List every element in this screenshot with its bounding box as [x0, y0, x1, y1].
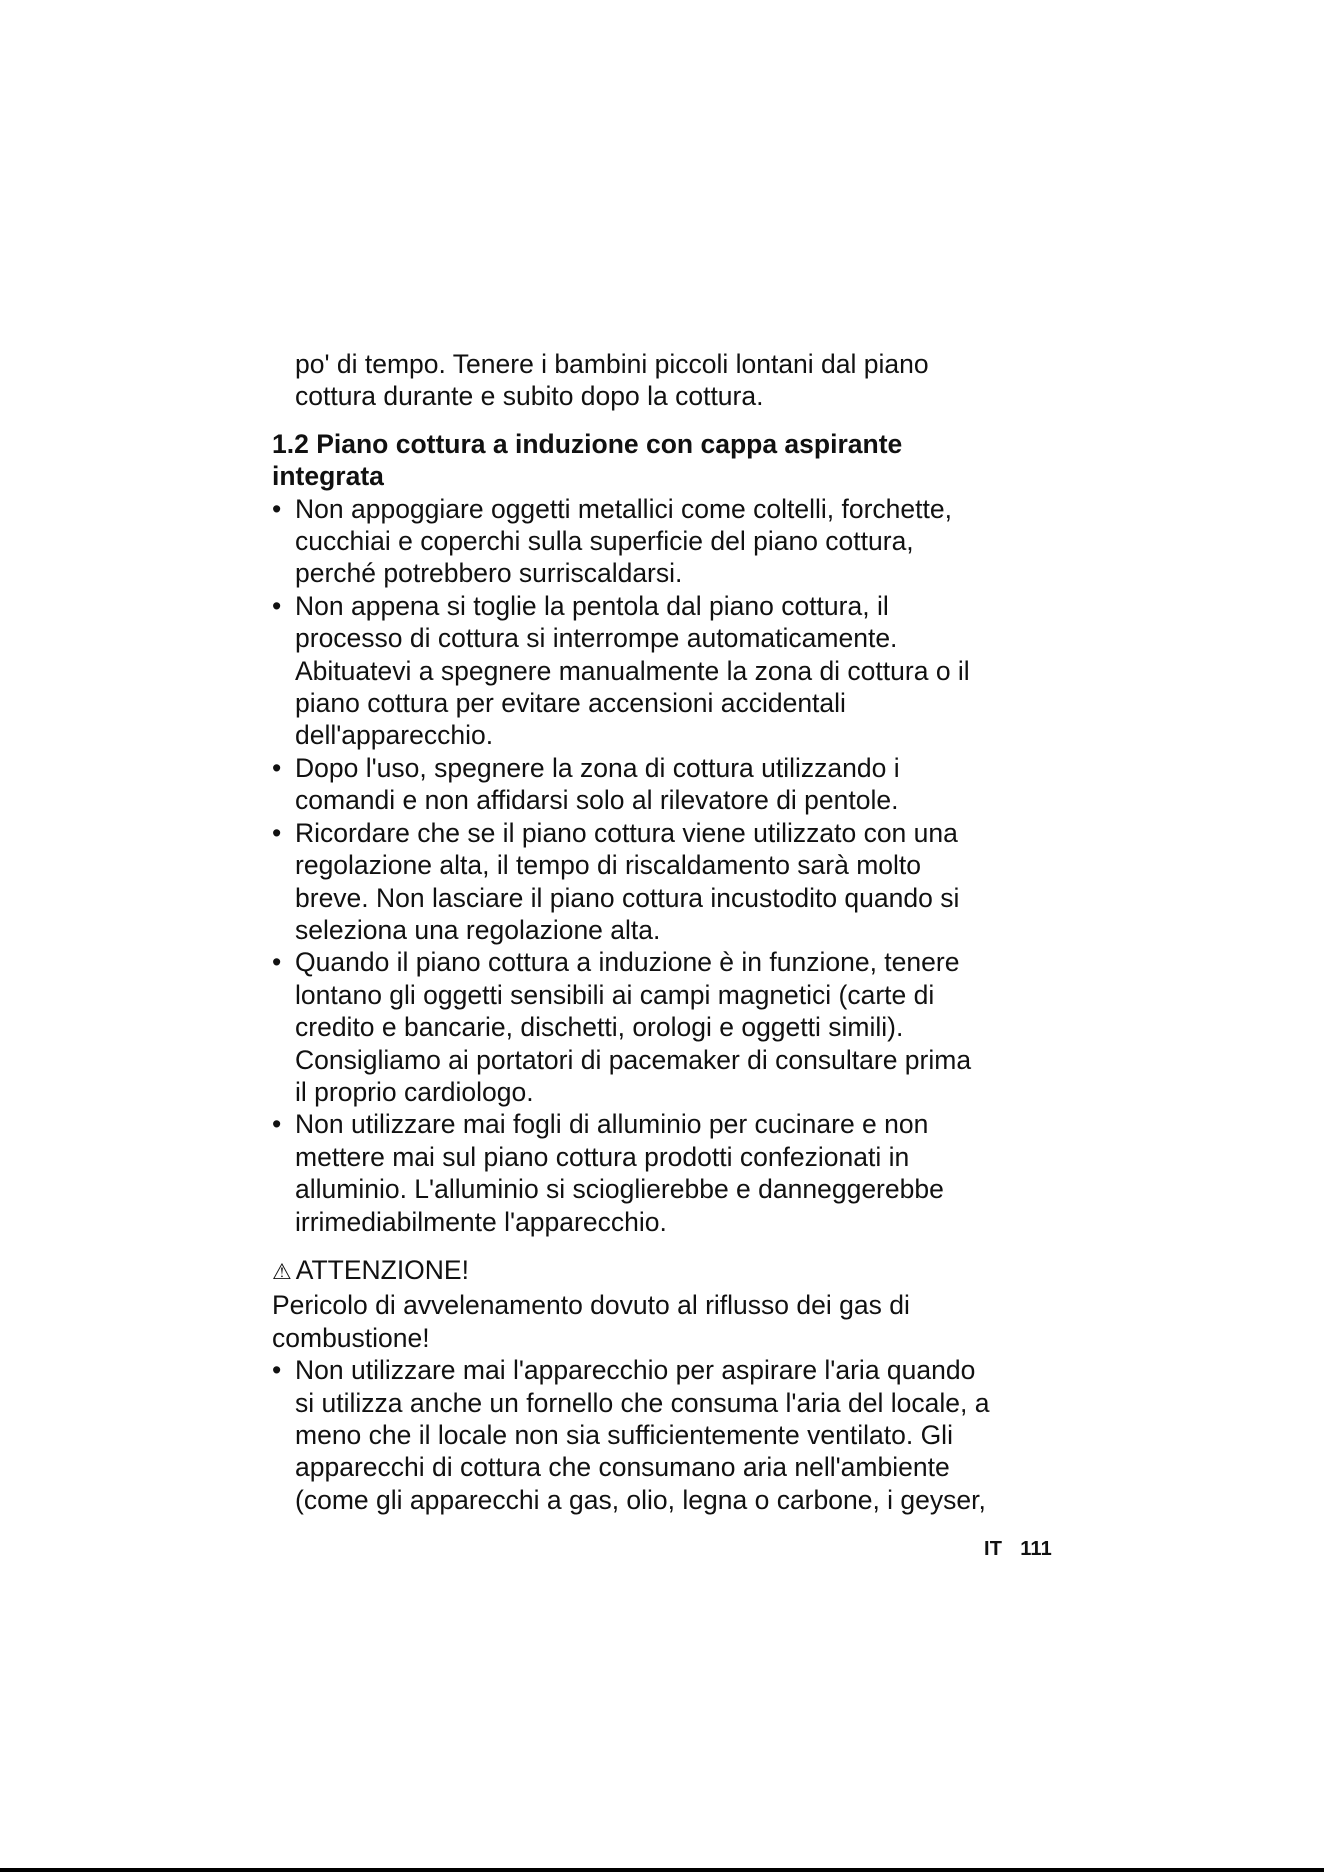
warning-block: [272, 1254, 1062, 1516]
warning-title-text: ATTENZIONE!: [295, 1254, 469, 1285]
text-line: irrimediabilmente l'apparecchio.: [295, 1206, 667, 1237]
list-item: [272, 1108, 1062, 1238]
text-line: credito e bancarie, dischetti, orologi e oggetti simili).: [295, 1012, 904, 1043]
text-line: cucchiai e coperchi sulla superficie del piano cottura,: [295, 526, 914, 557]
text-line: Non appena si toglie la pentola dal piano cottura, il: [295, 590, 889, 621]
list-item: [272, 946, 1062, 1108]
text-line: il proprio cardiologo.: [295, 1076, 534, 1107]
text-line: Non appoggiare oggetti metallici come coltelli, forchette,: [295, 493, 952, 524]
warning-text: [272, 1289, 1062, 1354]
safety-bullet-list: [272, 493, 1062, 1238]
text-line: processo di cottura si interrompe automaticamente.: [295, 623, 898, 654]
bullet-icon: •: [272, 752, 282, 783]
text-line: Dopo l'uso, spegnere la zona di cottura utilizzando i: [295, 752, 900, 783]
text-line: seleziona una regolazione alta.: [295, 914, 661, 945]
list-item: [272, 752, 1062, 817]
bullet-icon: •: [272, 493, 282, 524]
text-line: meno che il locale non sia sufficientemente ventilato. Gli: [295, 1420, 953, 1450]
text-line: Quando il piano cottura a induzione è in funzione, tenere: [295, 947, 960, 978]
list-item: [272, 1354, 1062, 1516]
bullet-icon: •: [272, 1355, 282, 1386]
heading-line: 1.2 Piano cottura a induzione con cappa aspirante: [272, 428, 903, 459]
text-line: Abituatevi a spegnere manualmente la zona di cottura o il: [295, 655, 970, 686]
text-line: breve. Non lasciare il piano cottura incustodito quando si: [295, 882, 960, 913]
text-line: (come gli apparecchi a gas, olio, legna o carbone, i geyser,: [295, 1484, 986, 1515]
text-line: regolazione alta, il tempo di riscaldamento sarà molto: [295, 850, 922, 881]
bullet-icon: •: [272, 590, 282, 621]
bottom-edge-rule: [0, 1868, 1324, 1872]
text-line: apparecchi di cottura che consumano aria nell'ambiente: [295, 1452, 950, 1483]
bullet-icon: •: [272, 817, 282, 848]
text-line: alluminio. L'alluminio si scioglierebbe e danneggerebbe: [295, 1174, 944, 1205]
list-item: [272, 493, 1062, 590]
bullet-icon: •: [272, 947, 282, 978]
document-page: [272, 348, 1062, 1516]
heading-line: integrata: [272, 461, 384, 492]
intro-paragraph: [272, 348, 1062, 413]
text-line: dell'apparecchio.: [295, 720, 494, 751]
text-line: po' di tempo. Tenere i bambini piccoli lontani dal piano: [295, 349, 929, 379]
text-line: cottura durante e subito dopo la cottura.: [295, 381, 764, 412]
text-line: Non utilizzare mai l'apparecchio per aspirare l'aria quando: [295, 1355, 976, 1386]
text-line: combustione!: [272, 1322, 430, 1353]
text-line: piano cottura per evitare accensioni accidentali: [295, 688, 846, 719]
text-line: comandi e non affidarsi solo al rilevatore di pentole.: [295, 785, 899, 816]
section-heading: [272, 428, 1062, 493]
page-footer: [984, 1538, 1052, 1561]
footer-page-number: 111: [1020, 1538, 1052, 1560]
list-item: [272, 590, 1062, 752]
text-line: Pericolo di avvelenamento dovuto al riflusso dei gas di: [272, 1290, 910, 1321]
text-line: Ricordare che se il piano cottura viene utilizzato con una: [295, 817, 958, 848]
text-line: Non utilizzare mai fogli di alluminio per cucinare e non: [295, 1109, 929, 1140]
text-line: mettere mai sul piano cottura prodotti confezionati in: [295, 1141, 910, 1172]
footer-language: IT: [984, 1538, 1003, 1560]
text-line: perché potrebbero surriscaldarsi.: [295, 558, 683, 589]
warning-title: [272, 1254, 1062, 1289]
list-item: [272, 817, 1062, 947]
text-line: Consigliamo ai portatori di pacemaker di consultare prima: [295, 1044, 972, 1075]
warning-bullet-list: [272, 1354, 1062, 1516]
text-line: si utilizza anche un fornello che consuma l'aria del locale, a: [295, 1387, 990, 1418]
warning-triangle-icon: ⚠: [272, 1259, 292, 1285]
text-line: lontano gli oggetti sensibili ai campi magnetici (carte di: [295, 979, 935, 1010]
bullet-icon: •: [272, 1109, 282, 1140]
